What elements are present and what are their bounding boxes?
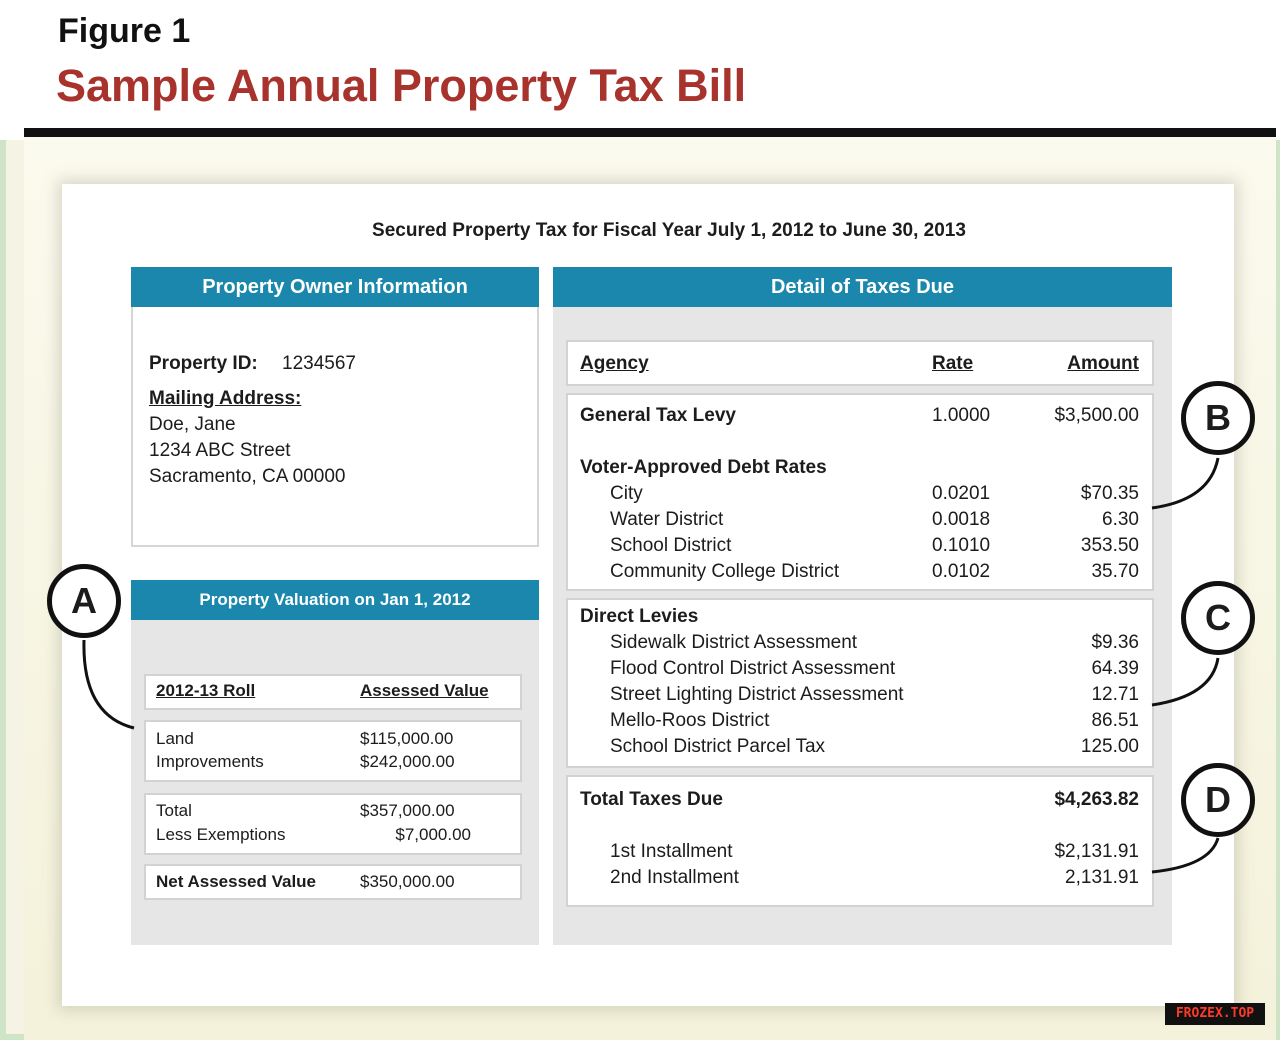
voter-row-rate: 0.0018 <box>932 509 991 530</box>
direct-levy-label: Flood Control District Assessment <box>610 658 896 679</box>
voter-row-amount: $70.35 <box>1080 483 1139 504</box>
direct-levy-amount: 125.00 <box>1080 736 1139 757</box>
callout-c-marker: C <box>1181 581 1255 655</box>
callout-a-marker: A <box>47 564 121 638</box>
valuation-row-label: Improvements <box>156 752 264 771</box>
valuation-row-label: Net Assessed Value <box>156 872 317 891</box>
installment-amount: $2,131.91 <box>1054 841 1139 862</box>
rate-column-header: Rate <box>932 353 974 374</box>
direct-levy-amount: 86.51 <box>1091 710 1139 731</box>
address-line: Doe, Jane <box>149 414 236 435</box>
general-tax-levy-rate: 1.0000 <box>932 405 991 426</box>
owner-info-header: Property Owner Information <box>131 267 539 307</box>
total-taxes-amount: $4,263.82 <box>1054 789 1139 810</box>
voter-approved-heading: Voter-Approved Debt Rates <box>580 457 827 478</box>
address-line: 1234 ABC Street <box>149 440 291 461</box>
callout-b-marker: B <box>1181 381 1255 455</box>
voter-row-label: Community College District <box>610 561 840 582</box>
mailing-address-label: Mailing Address: <box>149 388 302 409</box>
address-line: Sacramento, CA 00000 <box>149 466 346 487</box>
valuation-row-value: $350,000.00 <box>360 872 455 891</box>
direct-levy-amount: 64.39 <box>1091 658 1139 679</box>
fiscal-year-heading: Secured Property Tax for Fiscal Year July 1, 2012 to June 30, 2013 <box>372 220 966 241</box>
leader-line-c <box>1152 658 1218 705</box>
installment-amount: 2,131.91 <box>1065 867 1139 888</box>
general-tax-levy-label: General Tax Levy <box>580 405 736 426</box>
watermark-label: FROZEX.TOP <box>1165 1003 1265 1025</box>
voter-row-label: Water District <box>610 509 724 530</box>
valuation-row-label: Land <box>156 729 194 748</box>
voter-row-amount: 6.30 <box>1102 509 1139 530</box>
installment-label: 2nd Installment <box>610 867 739 888</box>
voter-row-rate: 0.0102 <box>932 561 991 582</box>
valuation-header: Property Valuation on Jan 1, 2012 <box>131 580 539 620</box>
valuation-row-label: Less Exemptions <box>156 825 286 844</box>
direct-levy-label: School District Parcel Tax <box>610 736 826 757</box>
voter-row-rate: 0.1010 <box>932 535 991 556</box>
figure-label: Figure 1 <box>58 12 191 50</box>
leader-line-d <box>1152 838 1218 872</box>
agency-column-header: Agency <box>580 353 649 374</box>
direct-levy-amount: $9.36 <box>1091 632 1139 653</box>
voter-row-amount: 353.50 <box>1080 535 1139 556</box>
valuation-row-value: $357,000.00 <box>360 801 455 820</box>
direct-levy-amount: 12.71 <box>1091 684 1139 705</box>
direct-levies-heading: Direct Levies <box>580 606 699 627</box>
assessed-value-column-header: Assessed Value <box>360 681 489 700</box>
direct-levy-label: Mello-Roos District <box>610 710 770 731</box>
total-taxes-label: Total Taxes Due <box>580 789 723 810</box>
general-tax-levy-amount: $3,500.00 <box>1054 405 1139 426</box>
property-id-label: Property ID: <box>149 353 258 374</box>
callout-d-marker: D <box>1181 763 1255 837</box>
amount-column-header: Amount <box>1067 353 1139 374</box>
taxes-header: Detail of Taxes Due <box>553 267 1172 307</box>
roll-column-header: 2012-13 Roll <box>156 681 256 700</box>
voter-row-label: City <box>610 483 643 504</box>
figure-title: Sample Annual Property Tax Bill <box>56 60 747 111</box>
valuation-row-label: Total <box>156 801 192 820</box>
voter-row-label: School District <box>610 535 732 556</box>
voter-row-amount: 35.70 <box>1091 561 1139 582</box>
property-id-value: 1234567 <box>282 353 356 374</box>
voter-row-rate: 0.0201 <box>932 483 991 504</box>
valuation-row-value: $115,000.00 <box>360 729 454 748</box>
leader-line-b <box>1152 458 1218 508</box>
installment-label: 1st Installment <box>610 841 733 862</box>
direct-levy-label: Street Lighting District Assessment <box>610 684 904 705</box>
leader-line-a <box>84 640 134 728</box>
valuation-row-value: $7,000.00 <box>395 825 471 844</box>
valuation-row-value: $242,000.00 <box>360 752 455 771</box>
direct-levy-label: Sidewalk District Assessment <box>610 632 858 653</box>
